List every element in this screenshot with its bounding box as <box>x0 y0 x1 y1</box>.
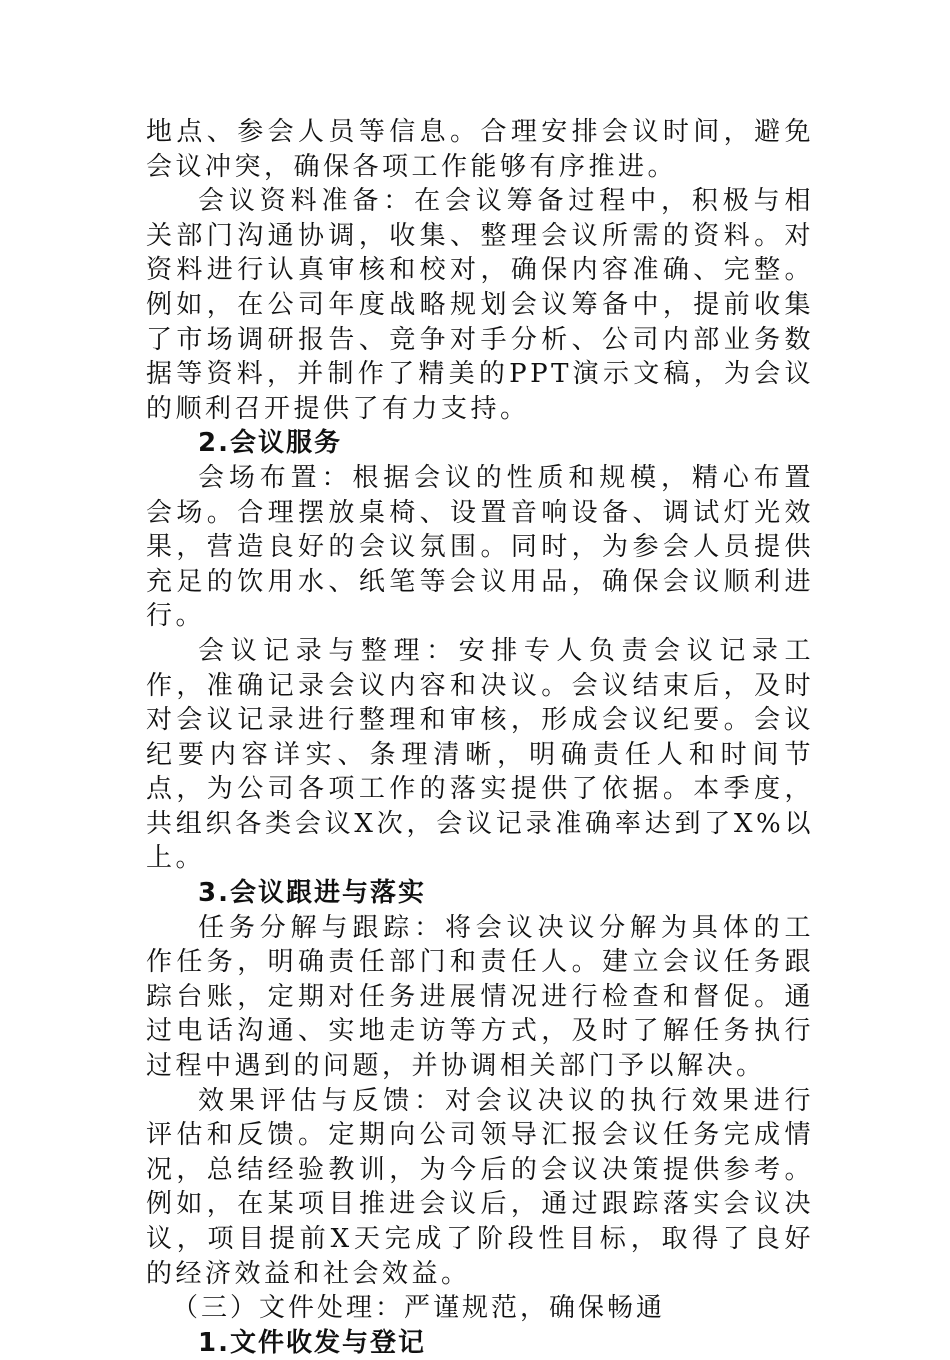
paragraph-effect-evaluation: 效果评估与反馈：对会议决议的执行效果进行评估和反馈。定期向公司领导汇报会议任务完成情况，总结经验教训，为今后的会议决策提供参考。例如，在某项目推进会议后，通过跟踪落实会议决议，项目提前X天完成了阶段性目标，取得了良好的经济效益和社会效益。 <box>146 1085 814 1289</box>
paragraph-meeting-materials: 会议资料准备：在会议筹备过程中，积极与相关部门沟通协调，收集、整理会议所需的资料。对资料进行认真审核和校对，确保内容准确、完整。例如，在公司年度战略规划会议筹备中，提前收集了市场调研报告、竞争对手分析、公司内部业务数据等资料，并制作了精美的PPT演示文稿，为会议的顺利召开提供了有力支持。 <box>146 186 814 424</box>
paragraph-meeting-minutes: 会议记录与整理：安排专人负责会议记录工作，准确记录会议内容和决议。会议结束后，及时对会议记录进行整理和审核，形成会议纪要。会议纪要内容详实、条理清晰，明确责任人和时间节点，为公司各项工作的落实提供了依据。本季度，共组织各类会议X次，会议记录准确率达到了X%以上。 <box>146 635 814 874</box>
heading-meeting-followup: 3.会议跟进与落实 <box>198 878 426 909</box>
paragraph-venue-setup: 会场布置：根据会议的性质和规模，精心布置会场。合理摆放桌椅、设置音响设备、调试灯光效果，营造良好的会议氛围。同时，为参会人员提供充足的饮用水、纸笔等会议用品，确保会议顺利进行。 <box>146 462 814 632</box>
heading-meeting-service: 2.会议服务 <box>198 428 342 459</box>
heading-file-handling: （三）文件处理：严谨规范，确保畅通 <box>172 1293 666 1324</box>
paragraph-meeting-arrangement-continued: 地点、参会人员等信息。合理安排会议时间，避免会议冲突，确保各项工作能够有序推进。 <box>146 117 814 182</box>
heading-file-receive-register: 1.文件收发与登记 <box>198 1327 426 1358</box>
document-page <box>146 115 814 1360</box>
paragraph-task-tracking: 任务分解与跟踪：将会议决议分解为具体的工作任务，明确责任部门和责任人。建立会议任务跟踪台账，定期对任务进展情况进行检查和督促。通过电话沟通、实地走访等方式，及时了解任务执行过程中遇到的问题，并协调相关部门予以解决。 <box>146 912 814 1082</box>
